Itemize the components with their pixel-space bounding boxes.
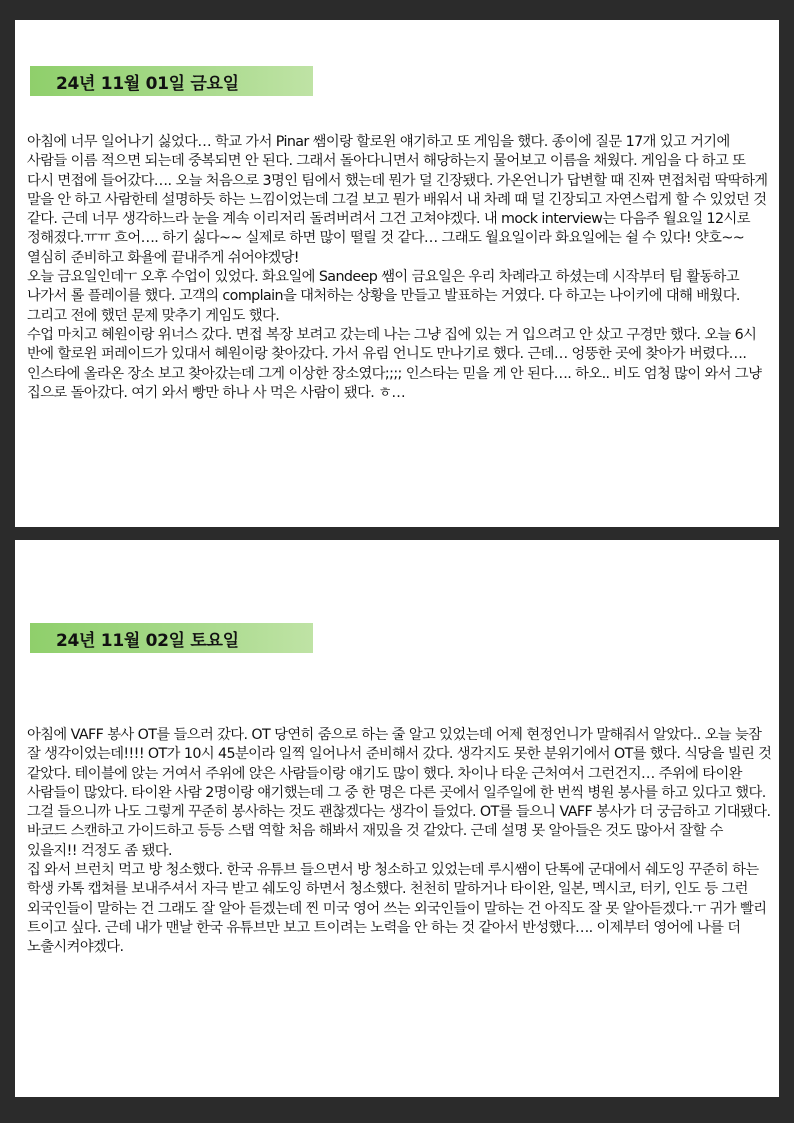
diary-entry-body [27, 133, 773, 403]
diary-page-2 [15, 540, 779, 1097]
date-heading [30, 623, 313, 653]
date-heading [30, 66, 313, 96]
date-heading-text: 24년 11월 01일 금요일 [56, 73, 239, 94]
diary-page-1 [15, 20, 779, 527]
diary-paragraph: 수업 마치고 혜원이랑 위너스 갔다. 면접 복장 보려고 갔는데 나는 그냥 집에 있는 거 입으려고 안 샀고 구경만 했다. 오늘 6시 반에 할로윈 퍼레이드가 있대서 혜원이랑 찾아갔다. 가서 유림 언니도 만나기로 했다. 근데… 엉뚱한 곳에 찾아가 버렸다…. 인스타에 올라온 장소 보고 찾아갔는데 그게 이상한 장소였다;;;; 인스타는 믿을 게 안 된다…. 하오.. 비도 엄청 많이 와서 그냥 집으로 돌아갔다. 여기 와서 빵만 하나 사 먹은 사람이 됐다. ㅎ… [27, 326, 762, 401]
diary-entry-body [27, 726, 773, 958]
date-heading-text: 24년 11월 02일 토요일 [56, 630, 239, 651]
diary-paragraph: 집 와서 브런치 먹고 방 청소했다. 한국 유튜브 들으면서 방 청소하고 있었는데 루시쌤이 단톡에 군대에서 쉐도잉 꾸준히 하는 학생 카톡 캡쳐를 보내주셔서 자극 받고 쉐도잉 하면서 청소했다. 천천히 말하거나 타이완, 일본, 멕시코, 터키, 인도 등 그런 외국인들이 말하는 건 그래도 잘 알아 듣겠는데 찐 미국 영어 쓰는 외국인들이 말하는 건 아직도 잘 못 알아듣겠다.ㅜ 귀가 빨리 트이고 싶다. 근데 내가 맨날 한국 유튜브만 보고 트이려는 노력을 안 하는 것 같아서 반성했다…. 이제부터 영어에 나를 더 노출시켜야겠다. [27, 862, 767, 956]
diary-paragraph: 오늘 금요일인데ㅜ 오후 수업이 있었다. 화요일에 Sandeep 쌤이 금요일은 우리 차례라고 하셨는데 시작부터 팀 활동하고 나가서 롤 플레이를 했다. 고객의 complain을 대처하는 상황을 만들고 발표하는 거였다. 다 하고는 나이키에 대해 배웠다. 그리고 전에 했던 문제 맞추기 게임도 했다. [27, 269, 740, 324]
diary-paragraph: 아침에 너무 일어나기 싫었다… 학교 가서 Pinar 쌤이랑 할로윈 얘기하고 또 게임을 했다. 종이에 질문 17개 있고 거기에 사람들 이름 적으면 되는데 중복되면 안 된다. 그래서 돌아다니면서 해당하는지 물어보고 이름을 채웠다. 게임을 다 하고 또 다시 면접에 들어갔다…. 오늘 처음으로 3명인 팀에서 했는데 뭔가 덜 긴장됐다. 가온언니가 답변할 때 진짜 면접처럼 딱딱하게 말을 안 하고 사람한테 설명하듯 하는 느낌이었는데 그걸 보고 뭔가 배워서 내 차례 때 덜 긴장되고 자연스럽게 할 수 있었던 것 같다. 근데 너무 생각하느라 눈을 계속 이리저리 돌려버려서 그건 고쳐야겠다. 내 mock interview는 다음주 월요일 12시로 정해졌다.ㅠㅠ 흐어…. 하기 싫다~~ 실제로 하면 많이 떨릴 것 같다… 그래도 월요일이라 화요일에는 쉴 수 있다! 얏호~~ 열심히 준비하고 화욜에 끝내주게 쉬어야겠당! [27, 134, 768, 266]
diary-paragraph: 아침에 VAFF 봉사 OT를 들으러 갔다. OT 당연히 줌으로 하는 줄 알고 있었는데 어제 현정언니가 말해줘서 알았다.. 오늘 늦잠 잘 생각이었는데!!!! OT가 10시 45분이라 일찍 일어나서 준비해서 갔다. 생각지도 못한 분위기에서 OT를 했다. 식당을 빌린 것 같았다. 테이블에 앉는 거여서 주위에 앉은 사람들이랑 얘기도 많이 했다. 차이나 타운 근처여서 그런건지… 주위에 타이완 사람들이 많았다. 타이완 사람 2명이랑 얘기했는데 그 중 한 명은 다른 곳에서 일주일에 한 번씩 병원 봉사를 하고 있다고 했다. 그걸 들으니까 나도 그렇게 꾸준히 봉사하는 것도 괜찮겠다는 생각이 들었다. OT를 들으니 VAFF 봉사가 더 궁금하고 기대됐다. 바코드 스캔하고 가이드하고 등등 스탭 역할 처음 해봐서 재밌을 것 같았다. 근데 설명 못 알아들은 것도 많아서 잘할 수 있을지!! 걱정도 좀 됐다. [27, 727, 772, 859]
